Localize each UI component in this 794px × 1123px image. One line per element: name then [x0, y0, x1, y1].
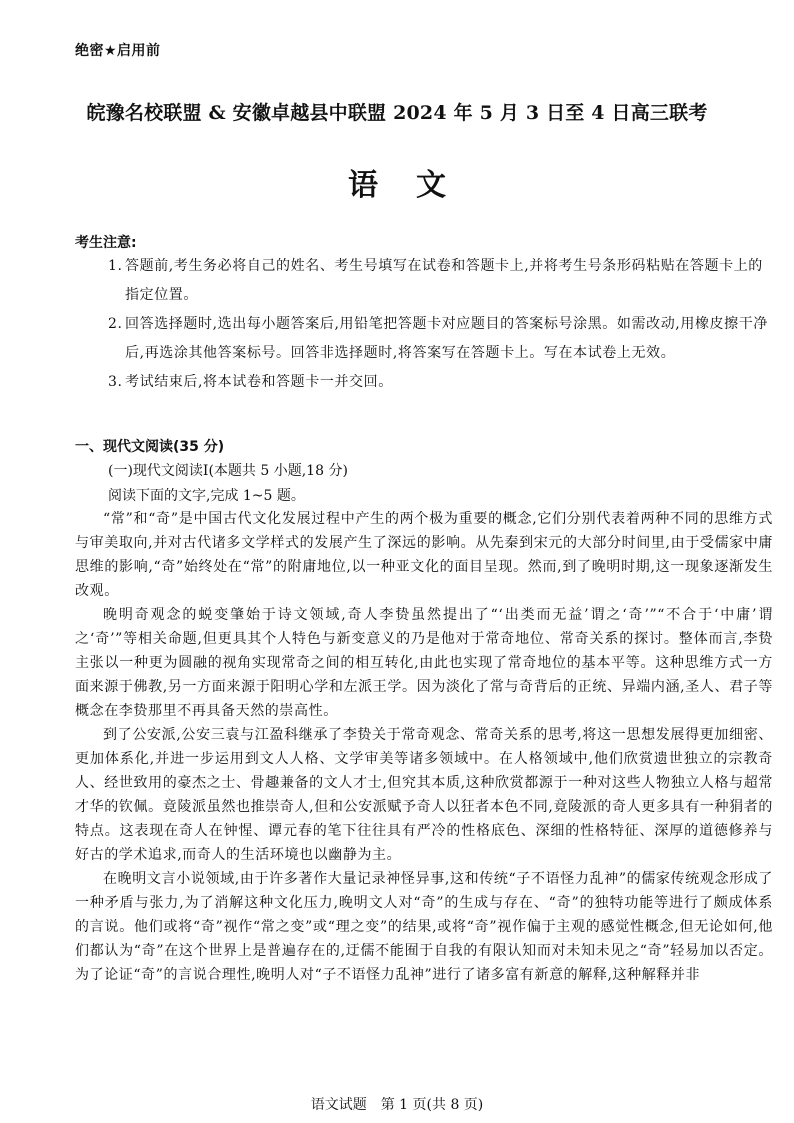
notice-number: 3.: [108, 374, 123, 390]
reading-instruction: 阅读下面的文字,完成 1~5 题。: [108, 488, 305, 504]
section-heading: 一、现代文阅读(35 分): [75, 439, 225, 455]
notice-item-1: [108, 252, 770, 310]
notice-text: 考试结束后,将本试卷和答题卡一并交回。: [125, 374, 393, 390]
notice-number: 2.: [108, 316, 123, 332]
passage-paragraph: “常”和“奇”是中国古代文化发展过程中产生的两个极为重要的概念,它们分别代表着两种不同的思维方式与审美取向,并对古代诸多文学样式的发展产生了深远的影响。从先秦到宋元的大部分时间里,由于受儒家中庸思维的影响,“奇”始终处在“常”的附庸地位,以一种亚文化的面目呈现。然而,到了晚明时期,这一现象逐渐发生改观。: [75, 511, 773, 599]
passage-paragraph: 到了公安派,公安三袁与江盈科继承了李贽关于常奇观念、常奇关系的思考,将这一思想发展得更加细密、更加体系化,并进一步运用到文人人格、文学审美等诸多领域中。在人格领域中,他们欣赏遗世独立的宗教奇人、经世致用的豪杰之士、骨趣兼备的文人才士,但究其本质,这种欣赏都源于一种对这些人物独立人格与超常才华的钦佩。竟陵派虽然也推崇奇人,但和公安派赋予奇人以狂者本色不同,竟陵派的奇人更多具有一种狷者的特点。这表现在奇人在钟惺、谭元春的笔下往往具有严冷的性格底色、深细的性格特征、深厚的道德修养与好古的学术追求,而奇人的生活环境也以幽静为主。: [75, 727, 773, 863]
exam-title: 皖豫名校联盟 & 安徽卓越县中联盟 2024 年 5 月 3 日至 4 日高三联考: [86, 102, 708, 124]
notice-number: 1.: [108, 258, 123, 274]
reading-passage: [75, 507, 773, 987]
notice-text: 答题前,考生务必将自己的姓名、考生号填写在试卷和答题卡上,并将考生号条形码粘贴在答题卡上的指定位置。: [125, 258, 763, 303]
notice-text: 回答选择题时,选出每小题答案后,用铅笔把答题卡对应题目的答案标号涂黑。如需改动,用橡皮擦干净后,再选涂其他答案标号。回答非选择题时,将答案写在答题卡上。写在本试卷上无效。: [125, 316, 768, 361]
notice-heading: 考生注意:: [75, 235, 137, 251]
sub-section-heading: (一)现代文阅读Ⅰ(本题共 5 小题,18 分): [108, 463, 348, 479]
notice-item-3: [108, 368, 770, 397]
notice-list: [108, 252, 770, 397]
notice-item-2: [108, 310, 770, 368]
page-footer: 语文试题 第 1 页(共 8 页): [310, 1097, 484, 1113]
passage-paragraph: 晚明奇观念的蜕变肇始于诗文领域,奇人李贽虽然提出了“‘出类而无益’谓之‘奇’”“不合于‘中庸’谓之‘奇’”等相关命题,但更具其个人特色与新变意义的乃是他对于常奇地位、常奇关系的探讨。整体而言,李贽主张以一种更为圆融的视角实现常奇之间的相互转化,由此也实现了常奇地位的基本平等。这种思维方式一方面来源于佛教,另一方面来源于阳明心学和左派王学。因为淡化了常与奇背后的正统、异端内涵,圣人、君子等概念在李贽那里不再具备天然的崇高性。: [75, 607, 773, 719]
subject-title: 语文: [348, 168, 484, 203]
confidential-label: 绝密★启用前: [75, 43, 161, 59]
passage-paragraph: 在晚明文言小说领域,由于许多著作大量记录神怪异事,这和传统“子不语怪力乱神”的儒家传统观念形成了一种矛盾与张力,为了消解这种文化压力,晚明文人对“奇”的生成与存在、“奇”的独特功能等进行了颇成体系的言说。他们或将“奇”视作“常之变”或“理之变”的结果,或将“奇”视作偏于主观的感觉性概念,但无论如何,他们都认为“奇”在这个世界上是普遍存在的,迂儒不能囿于自我的有限认知而对未知未见之“奇”轻易加以否定。为了论证“奇”的言说合理性,晚明人对“子不语怪力乱神”进行了诸多富有新意的解释,这种解释并非: [75, 871, 773, 983]
